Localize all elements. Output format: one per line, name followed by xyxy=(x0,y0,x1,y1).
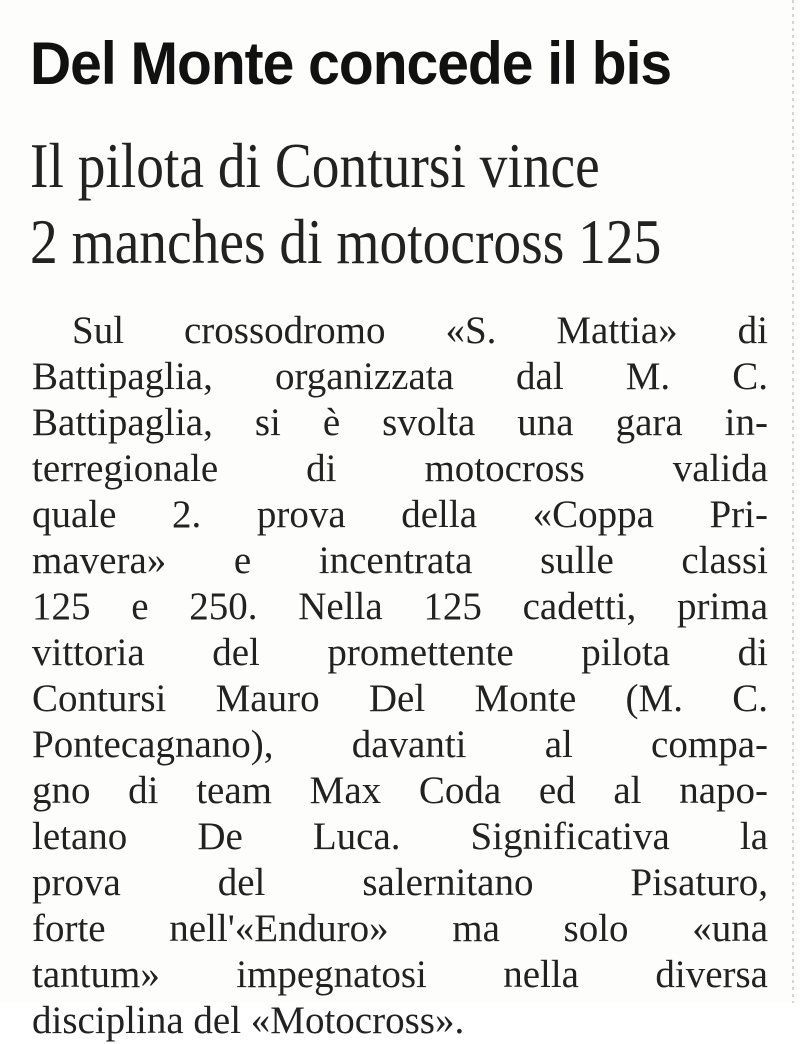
body-line: forte nell'«Enduro» ma solo «una xyxy=(32,907,768,950)
body-line: tantum» impegnatosi nella diversa xyxy=(32,953,768,996)
body-line: disciplina del «Motocross». xyxy=(32,999,465,1042)
body-line: letano De Luca. Significativa la xyxy=(32,815,768,858)
body-line: prova del salernitano Pisaturo, xyxy=(32,861,768,904)
body-line: mavera» e incentrata sulle classi xyxy=(32,539,768,582)
subheadline-line: 2 manches di motocross 125 xyxy=(30,207,662,277)
body-line: Battipaglia, si è svolta una gara in- xyxy=(32,401,768,444)
body-line: Sul crossodromo «S. Mattia» di xyxy=(72,309,768,352)
clipping-edge xyxy=(792,0,794,1003)
article-body xyxy=(32,308,768,1044)
headline: Del Monte concede il bis xyxy=(30,30,672,98)
body-line: quale 2. prova della «Coppa Pri- xyxy=(32,493,768,536)
subheadline xyxy=(30,128,790,280)
body-line: Pontecagnano), davanti al compa- xyxy=(32,723,768,766)
subheadline-line: Il pilota di Contursi vince xyxy=(30,131,600,201)
body-line: Contursi Mauro Del Monte (M. C. xyxy=(32,677,768,720)
body-line: vittoria del promettente pilota di xyxy=(32,631,768,674)
body-line: terregionale di motocross valida xyxy=(32,447,768,490)
body-line: Battipaglia, organizzata dal M. C. xyxy=(32,355,768,398)
body-line: gno di team Max Coda ed al napo- xyxy=(32,769,768,812)
body-line: 125 e 250. Nella 125 cadetti, prima xyxy=(32,585,768,628)
